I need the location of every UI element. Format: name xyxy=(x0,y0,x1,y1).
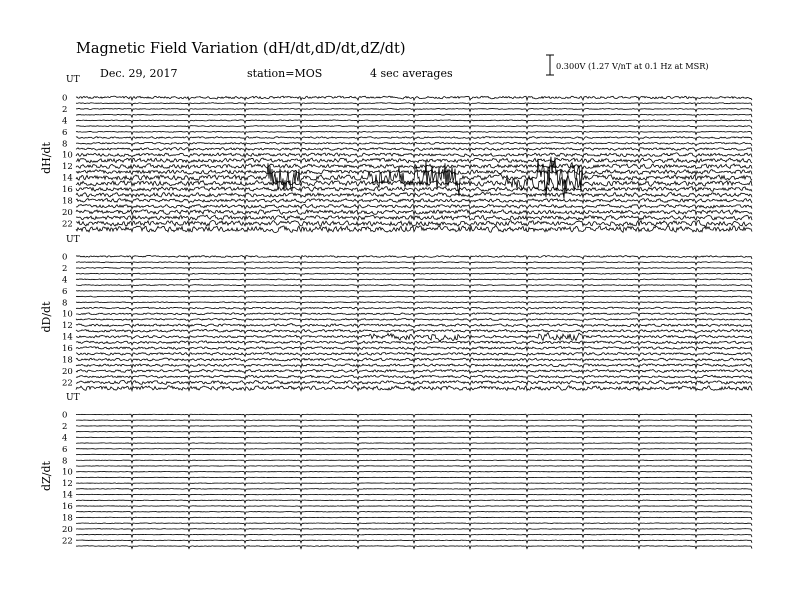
panel-dd xyxy=(40,235,752,391)
trace-dz-hour-18 xyxy=(76,517,752,520)
hour-label: 2 xyxy=(62,421,68,432)
hour-label: 20 xyxy=(62,207,73,218)
trace-dz-hour-12 xyxy=(76,483,752,486)
hour-label: 4 xyxy=(62,116,68,127)
trace-dz-hour-2 xyxy=(76,426,752,429)
trace-dz-hour-3 xyxy=(76,431,752,434)
hour-label: 6 xyxy=(62,286,68,297)
hour-label: 18 xyxy=(62,355,73,366)
hour-label: 12 xyxy=(62,479,73,490)
trace-dh-hour-23 xyxy=(76,226,752,233)
trace-dd-hour-22 xyxy=(76,380,752,384)
trace-dh-hour-10 xyxy=(76,153,752,157)
trace-dz-hour-21 xyxy=(76,534,752,537)
trace-dh-hour-21 xyxy=(76,215,752,220)
hour-label: 16 xyxy=(62,502,73,513)
trace-dz-hour-9 xyxy=(76,466,752,469)
trace-dh-hour-17 xyxy=(76,192,752,197)
panel-axis-label: dH/dt xyxy=(40,142,53,174)
trace-dz-hour-4 xyxy=(76,437,752,440)
trace-dd-hour-13 xyxy=(76,329,752,333)
trace-dh-hour-13 xyxy=(76,170,752,175)
trace-dz-hour-17 xyxy=(76,511,752,514)
hour-label: 10 xyxy=(62,309,73,320)
trace-dd-hour-23 xyxy=(76,386,752,391)
hour-label: 8 xyxy=(62,139,68,150)
trace-dd-hour-16 xyxy=(76,347,752,351)
trace-dz-hour-6 xyxy=(76,449,752,452)
hour-label: 6 xyxy=(62,127,68,138)
hour-label: 2 xyxy=(62,263,68,274)
trace-dd-hour-18 xyxy=(76,358,752,362)
trace-dh-hour-12 xyxy=(76,164,752,169)
trace-dz-hour-23 xyxy=(76,546,752,549)
trace-dd-hour-21 xyxy=(76,375,752,379)
trace-dd-hour-6 xyxy=(76,290,752,293)
averaging-label: 4 sec averages xyxy=(370,67,453,80)
hour-label: 14 xyxy=(62,332,73,343)
ut-label: UT xyxy=(66,235,80,245)
trace-dd-hour-1 xyxy=(76,262,752,265)
panels xyxy=(40,75,752,549)
trace-dd-hour-11 xyxy=(76,318,752,321)
trace-dd-hour-9 xyxy=(76,307,752,310)
ut-label: UT xyxy=(66,75,80,85)
trace-dz-hour-0 xyxy=(76,414,752,417)
trace-dh-hour-1 xyxy=(76,103,752,106)
hour-label: 0 xyxy=(62,252,68,263)
hour-label: 12 xyxy=(62,162,73,173)
hour-label: 14 xyxy=(62,173,73,184)
trace-dd-hour-20 xyxy=(76,369,752,373)
hour-label: 22 xyxy=(62,378,73,389)
trace-dz-hour-16 xyxy=(76,506,752,509)
hour-label: 12 xyxy=(62,321,73,332)
hour-label: 20 xyxy=(62,366,73,377)
hour-label: 4 xyxy=(62,275,68,286)
panel-dz xyxy=(40,393,752,549)
hour-label: 4 xyxy=(62,433,68,444)
trace-dz-hour-11 xyxy=(76,477,752,480)
trace-dd-hour-12 xyxy=(76,324,752,328)
trace-dh-hour-18 xyxy=(76,199,752,203)
trace-dd-hour-15 xyxy=(76,341,752,345)
trace-dh-hour-22 xyxy=(76,220,752,226)
trace-dh-hour-19 xyxy=(76,204,752,208)
trace-dh-hour-5 xyxy=(76,126,752,129)
scale-bar-label: 0.300V (1.27 V/nT at 0.1 Hz at MSR) xyxy=(556,61,709,71)
hour-label: 10 xyxy=(62,150,73,161)
hour-label: 14 xyxy=(62,490,73,501)
trace-dz-hour-5 xyxy=(76,443,752,446)
trace-dh-hour-6 xyxy=(76,131,752,134)
trace-dd-hour-7 xyxy=(76,296,752,299)
trace-dz-hour-1 xyxy=(76,420,752,423)
trace-dd-hour-17 xyxy=(76,352,752,356)
trace-dh-hour-3 xyxy=(76,114,752,117)
chart-title: Magnetic Field Variation (dH/dt,dD/dt,dZ/dt) xyxy=(76,41,406,57)
date-label: Dec. 29, 2017 xyxy=(100,67,178,80)
ut-label: UT xyxy=(66,393,80,403)
hour-label: 18 xyxy=(62,513,73,524)
trace-dd-hour-19 xyxy=(76,364,752,368)
trace-dh-hour-11 xyxy=(76,158,752,163)
trace-dh-hour-0 xyxy=(76,96,752,100)
trace-dz-hour-13 xyxy=(76,489,752,492)
hour-label: 6 xyxy=(62,444,68,455)
hour-label: 10 xyxy=(62,467,73,478)
trace-dz-hour-20 xyxy=(76,529,752,532)
trace-dz-hour-15 xyxy=(76,500,752,503)
hour-label: 2 xyxy=(62,104,68,115)
panel-dh xyxy=(40,75,752,232)
trace-dz-hour-8 xyxy=(76,460,752,463)
hour-label: 18 xyxy=(62,196,73,207)
trace-dh-hour-9 xyxy=(76,148,752,152)
station-label: station=MOS xyxy=(247,67,323,80)
trace-dd-hour-8 xyxy=(76,302,752,305)
trace-dh-hour-2 xyxy=(76,108,752,111)
trace-dh-hour-20 xyxy=(76,210,752,215)
panel-axis-label: dZ/dt xyxy=(40,461,53,491)
trace-dz-hour-22 xyxy=(76,540,752,543)
hour-label: 16 xyxy=(62,185,73,196)
hour-label: 0 xyxy=(62,93,68,104)
trace-dz-hour-14 xyxy=(76,494,752,497)
trace-dz-hour-19 xyxy=(76,523,752,526)
hour-label: 20 xyxy=(62,524,73,535)
trace-dz-hour-10 xyxy=(76,471,752,474)
hour-label: 0 xyxy=(62,410,68,421)
hour-label: 8 xyxy=(62,456,68,467)
trace-dd-hour-4 xyxy=(76,279,752,282)
trace-dd-hour-10 xyxy=(76,313,752,316)
trace-dd-hour-0 xyxy=(76,255,752,259)
hour-label: 22 xyxy=(62,536,73,547)
hour-label: 8 xyxy=(62,298,68,309)
scale-bar xyxy=(546,55,709,75)
trace-dh-hour-8 xyxy=(76,142,752,145)
hour-label: 22 xyxy=(62,219,73,230)
trace-dh-hour-4 xyxy=(76,120,752,123)
trace-dd-hour-3 xyxy=(76,273,752,276)
hour-label: 16 xyxy=(62,344,73,355)
trace-dd-hour-2 xyxy=(76,267,752,270)
trace-dd-hour-5 xyxy=(76,285,752,288)
trace-dh-hour-7 xyxy=(76,137,752,140)
trace-dz-hour-7 xyxy=(76,454,752,457)
panel-axis-label: dD/dt xyxy=(40,301,53,333)
